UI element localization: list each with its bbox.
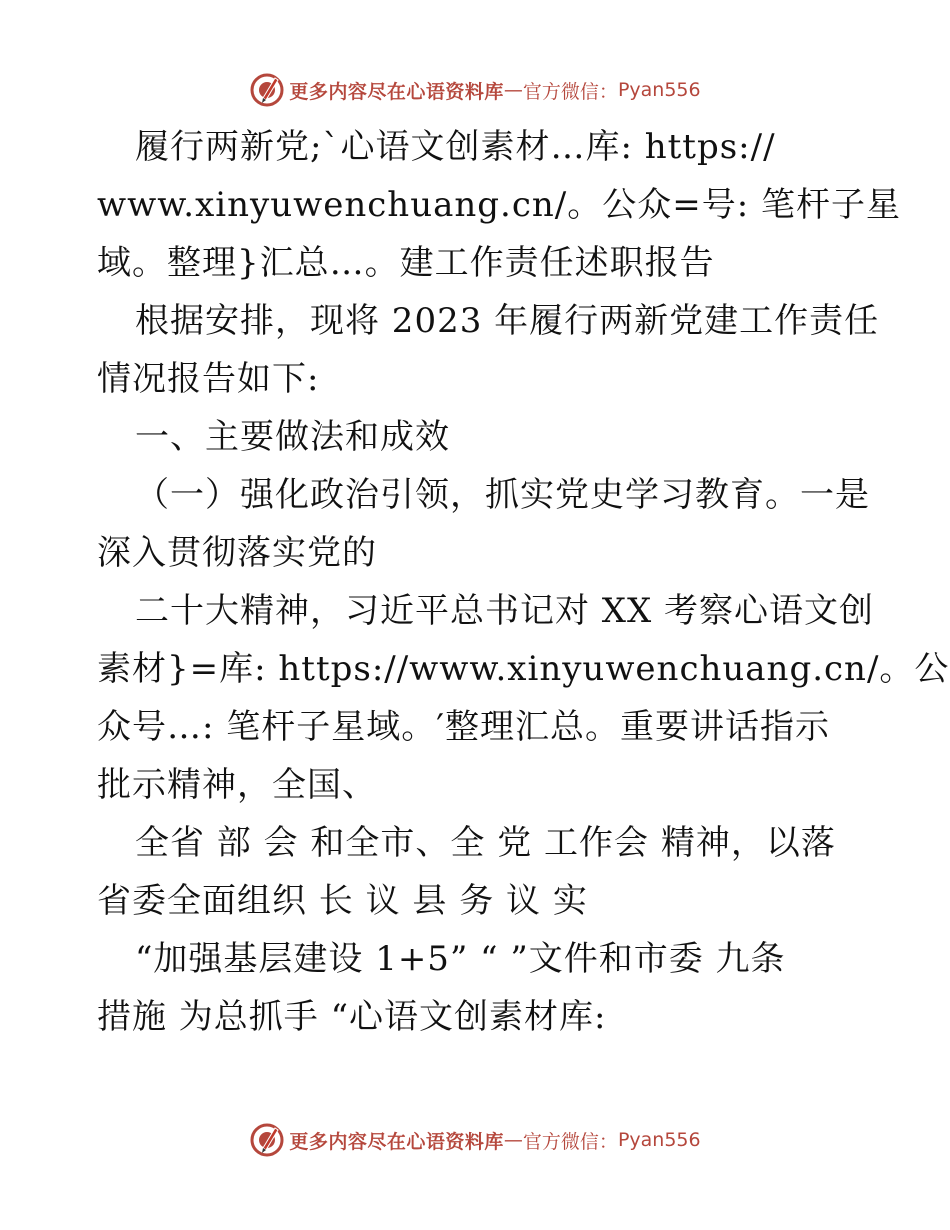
body-text-line: 全省 部 会 和全市、全 党 工作会 精神，以落: [135, 823, 836, 863]
body-text-line: 一、主要做法和成效: [135, 417, 450, 457]
body-text-line: www.xinyuwenchuang.cn/。公众=号: 笔杆子星: [97, 185, 901, 225]
body-text-line: （一）强化政治引领，抓实党史学习教育。一是: [135, 475, 870, 515]
banner-title: 更多内容尽在心语资料库: [289, 80, 504, 103]
header-watermark-banner: [0, 70, 950, 110]
banner-wechat-handle: Pyan556: [617, 1129, 701, 1151]
banner-wechat-handle: Pyan556: [617, 79, 701, 101]
banner-wechat-prefix: 官方微信：: [522, 80, 618, 103]
body-text-line: 二十大精神，习近平总书记对 XX 考察心语文创: [135, 591, 875, 631]
pen-logo-icon: [249, 72, 285, 108]
banner-dash: —: [503, 79, 523, 101]
body-text-line: 履行两新党;`心语文创素材…库: https://: [135, 127, 776, 167]
body-text-line: 情况报告如下:: [97, 359, 320, 399]
body-text-line: 省委全面组织 长 议 县 务 议 实: [97, 881, 588, 921]
body-text-line: 域。整理}汇总…。建工作责任述职报告: [97, 243, 715, 283]
body-text-line: 根据安排，现将 2023 年履行两新党建工作责任: [135, 301, 880, 341]
body-text-line: 众号…: 笔杆子星域。′整理汇总。重要讲话指示: [97, 707, 830, 747]
body-text-line: 深入贯彻落实党的: [97, 533, 377, 573]
pen-logo-icon: [249, 1122, 285, 1158]
body-text-line: 措施 为总抓手 “心语文创素材库:: [97, 997, 607, 1037]
document-body: [97, 118, 950, 1046]
body-text-line: 批示精神，全国、: [97, 765, 377, 805]
body-text-line: 素材}=库: https://www.xinyuwenchuang.cn/。公: [97, 649, 950, 689]
body-text-line: “加强基层建设 1+5” “ ”文件和市委 九条: [135, 939, 786, 979]
footer-watermark-banner: [0, 1120, 950, 1160]
banner-title: 更多内容尽在心语资料库: [289, 1130, 504, 1153]
banner-wechat-prefix: 官方微信：: [522, 1130, 618, 1153]
banner-dash: —: [503, 1129, 523, 1151]
